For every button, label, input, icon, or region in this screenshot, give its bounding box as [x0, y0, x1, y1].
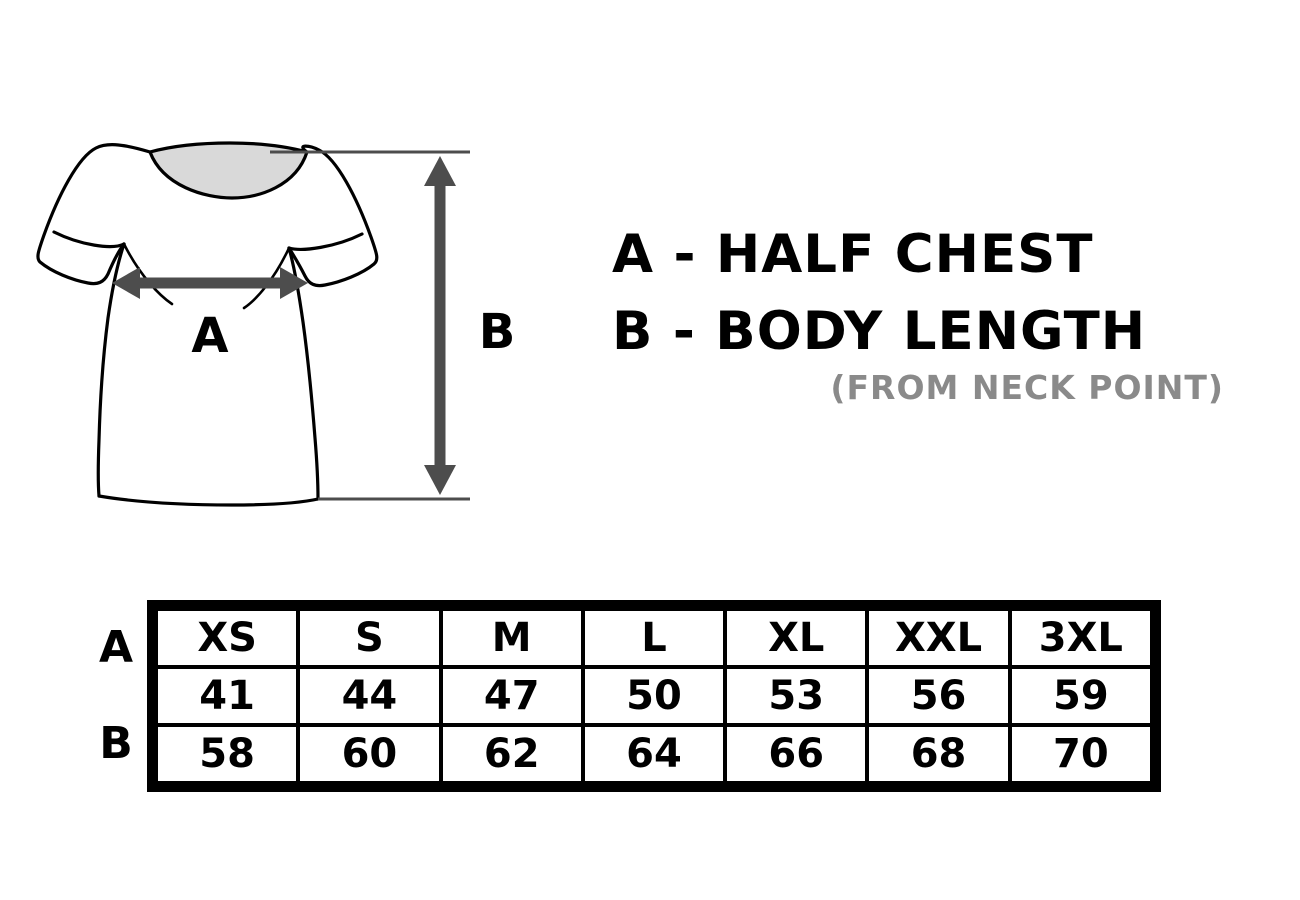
cell-b-xl: 66	[725, 725, 867, 783]
col-header-xl: XL	[725, 609, 867, 667]
tshirt-diagram-svg	[0, 0, 560, 560]
cell-b-xxl: 68	[867, 725, 1009, 783]
cell-a-l: 50	[583, 667, 725, 725]
table-header-row	[156, 609, 1152, 667]
table-row	[156, 725, 1152, 783]
cell-a-xl: 53	[725, 667, 867, 725]
body-length-arrow	[424, 156, 456, 495]
cell-b-xs: 58	[156, 725, 298, 783]
legend-body-length: B - BODY LENGTH	[612, 301, 1147, 362]
cell-b-m: 62	[441, 725, 583, 783]
row-label-b: B	[99, 718, 133, 769]
length-label: B	[478, 304, 516, 360]
col-header-3xl: 3XL	[1010, 609, 1152, 667]
legend-sub-note: (FROM NECK POINT)	[830, 368, 1224, 407]
size-chart-layout	[85, 600, 1161, 792]
cell-a-m: 47	[441, 667, 583, 725]
cell-b-3xl: 70	[1010, 725, 1152, 783]
col-header-l: L	[583, 609, 725, 667]
cell-a-s: 44	[298, 667, 440, 725]
col-header-m: M	[441, 609, 583, 667]
table-row	[156, 667, 1152, 725]
garment-illustration	[0, 0, 560, 560]
size-chart-grid	[147, 600, 1161, 792]
size-chart-table	[154, 607, 1154, 785]
chest-label: A	[191, 308, 229, 364]
cell-b-s: 60	[298, 725, 440, 783]
cell-a-xs: 41	[156, 667, 298, 725]
col-header-xs: XS	[156, 609, 298, 667]
row-label-a: A	[98, 622, 134, 673]
legend	[612, 224, 1232, 407]
col-header-s: S	[298, 609, 440, 667]
cell-a-3xl: 59	[1010, 667, 1152, 725]
cell-a-xxl: 56	[867, 667, 1009, 725]
col-header-xxl: XXL	[867, 609, 1009, 667]
legend-half-chest: A - HALF CHEST	[612, 224, 1094, 285]
size-chart	[85, 600, 1165, 792]
cell-b-l: 64	[583, 725, 725, 783]
